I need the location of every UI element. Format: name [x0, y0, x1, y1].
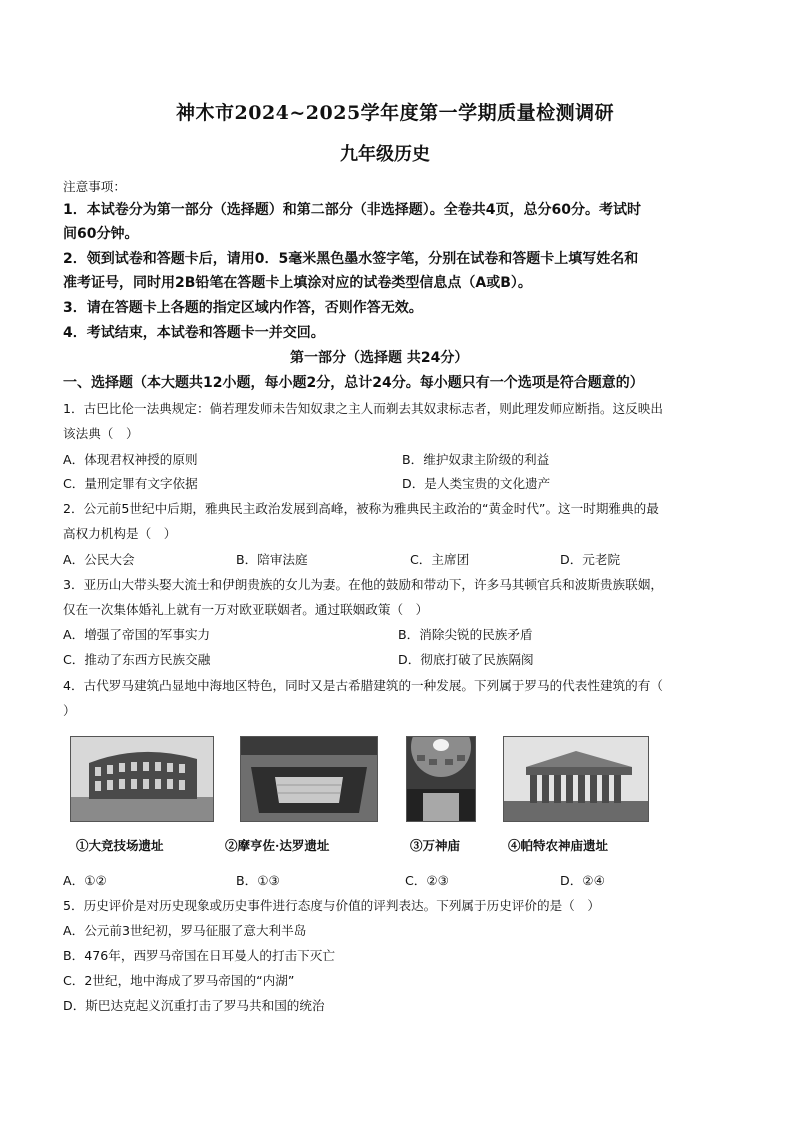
notice-item-1-cont: 间60分钟。: [63, 226, 139, 242]
q1-stem-line1: 1．古巴比伦一法典规定：倘若理发师未告知奴隶之主人而剃去其奴隶标志者，则此理发师应断指。这反映出: [63, 401, 663, 416]
q3-stem-line1: 3．亚历山大带头娶大流士和伊朗贵族的女儿为妻。在他的鼓励和带动下，许多马其顿官兵和波斯贵族联姻，: [63, 577, 663, 592]
notice-item-3: 3．请在答题卡上各题的指定区域内作答，否则作答无效。: [63, 300, 423, 316]
q4-option-c: C．②③: [405, 873, 449, 888]
q4-stem-line2: ）: [63, 703, 76, 718]
page-subtitle: 九年级历史: [340, 144, 430, 165]
q3-option-a: A．增强了帝国的军事实力: [63, 627, 211, 642]
mohenjo-daro-photo: [240, 736, 378, 822]
notice-item-4: 4．考试结束，本试卷和答题卡一并交回。: [63, 325, 325, 341]
q1-option-b: B．维护奴隶主阶级的利益: [402, 452, 550, 467]
q1-option-d: D．是人类宝贵的文化遗产: [402, 476, 551, 491]
colosseum-photo: [70, 736, 214, 822]
q1-option-c: C．量刑定罪有文字依据: [63, 476, 198, 491]
section-heading: 一、选择题（本大题共12小题，每小题2分，总计24分。每小题只有一个选项是符合题意的）: [63, 375, 644, 391]
notice-item-1: 1．本试卷分为第一部分（选择题）和第二部分（非选择题）。全卷共4页，总分60分。考试时: [63, 202, 641, 218]
notice-item-2-cont: 准考证号，同时用2B铅笔在答题卡上填涂对应的试卷类型信息点（A或B）。: [63, 275, 532, 291]
q4-option-b: B．①③: [236, 873, 280, 888]
q2-option-b: B．陪审法庭: [236, 552, 308, 567]
q2-stem-line1: 2．公元前5世纪中后期，雅典民主政治发展到高峰，被称为雅典民主政治的“黄金时代”。这一时期雅典的最: [63, 501, 659, 516]
q5-option-a: A．公元前3世纪初，罗马征服了意大利半岛: [63, 923, 307, 938]
part1-heading: 第一部分（选择题 共24分）: [290, 350, 469, 366]
q3-option-d: D．彻底打破了民族隔阂: [398, 652, 534, 667]
q1-stem-line2: 该法典（ ）: [63, 426, 139, 441]
q3-option-b: B．消除尖锐的民族矛盾: [398, 627, 533, 642]
q4-stem-line1: 4．古代罗马建筑凸显地中海地区特色，同时又是古希腊建筑的一种发展。下列属于罗马的代表性建筑的有（: [63, 678, 663, 693]
notice-item-2: 2．领到试卷和答题卡后，请用0．5毫米黑色墨水签字笔，分别在试卷和答题卡上填写姓名和: [63, 251, 639, 267]
image-caption-2: ②摩亨佐·达罗遗址: [225, 838, 330, 853]
q5-option-b: B．476年，西罗马帝国在日耳曼人的打击下灭亡: [63, 948, 335, 963]
notice-label: 注意事项：: [63, 179, 126, 194]
q2-option-c: C．主席团: [410, 552, 470, 567]
q4-option-a: A．①②: [63, 873, 107, 888]
parthenon-photo: [503, 736, 649, 822]
q5-stem: 5．历史评价是对历史现象或历史事件进行态度与价值的评判表达。下列属于历史评价的是（ ）: [63, 898, 600, 913]
image-caption-3: ③万神庙: [410, 838, 461, 853]
pantheon-photo: [406, 736, 476, 822]
q3-option-c: C．推动了东西方民族交融: [63, 652, 211, 667]
q5-option-d: D．斯巴达克起义沉重打击了罗马共和国的统治: [63, 998, 325, 1013]
q2-option-d: D．元老院: [560, 552, 621, 567]
q2-stem-line2: 高权力机构是（ ）: [63, 526, 177, 541]
q4-option-d: D．②④: [560, 873, 605, 888]
q5-option-c: C．2世纪，地中海成了罗马帝国的“内湖”: [63, 973, 295, 988]
q3-stem-line2: 仅在一次集体婚礼上就有一万对欧亚联姻者。通过联姻政策（ ）: [63, 602, 429, 617]
page-title: 神木市2024~2025学年度第一学期质量检测调研: [176, 102, 615, 124]
q1-option-a: A．体现君权神授的原则: [63, 452, 198, 467]
q2-option-a: A．公民大会: [63, 552, 135, 567]
image-caption-4: ④帕特农神庙遗址: [508, 838, 609, 853]
image-caption-1: ①大竞技场遗址: [76, 838, 164, 853]
